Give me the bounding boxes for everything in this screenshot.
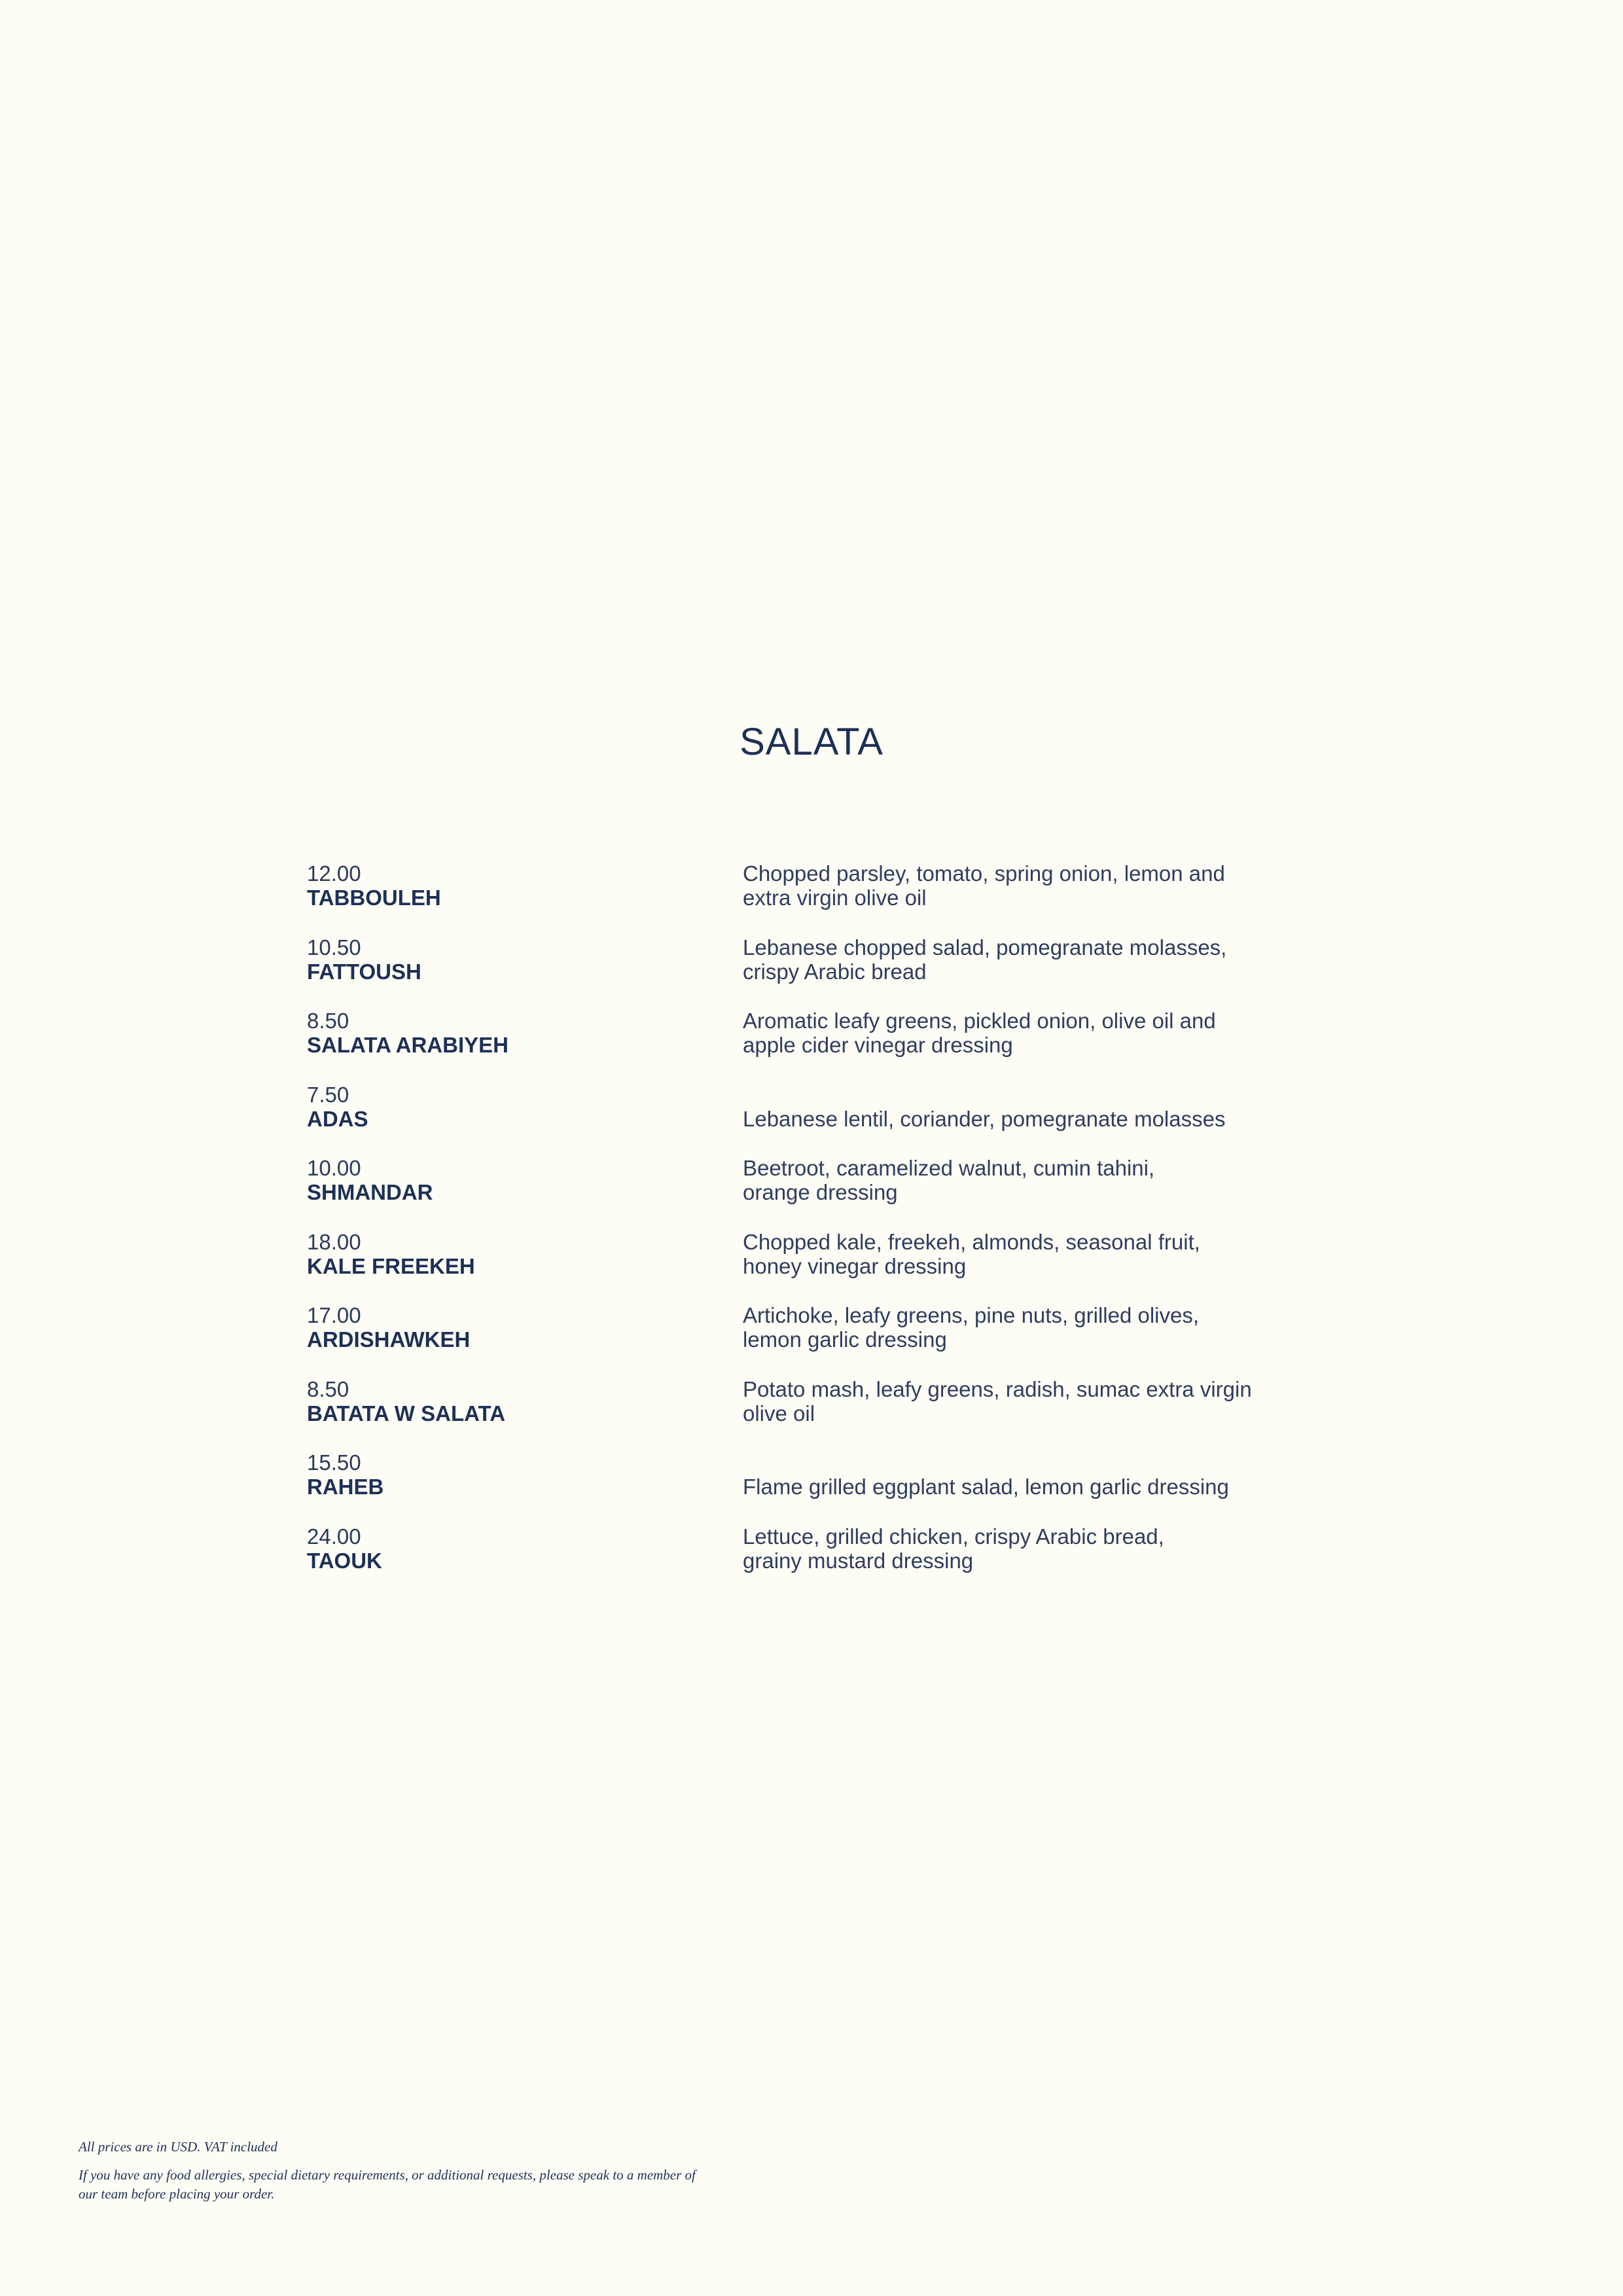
item-price: 18.00 bbox=[307, 1229, 361, 1254]
menu-item bbox=[307, 861, 1328, 935]
section-title: SALATA bbox=[740, 721, 883, 763]
item-header bbox=[307, 1450, 743, 1524]
item-header bbox=[307, 1083, 743, 1157]
item-description bbox=[743, 1230, 1328, 1278]
item-header bbox=[307, 1156, 743, 1230]
item-price: 8.50 bbox=[307, 1376, 349, 1401]
item-description-text: Potato mash, leafy greens, radish, sumac extra virgin olive oil bbox=[743, 1376, 1252, 1426]
item-price: 10.50 bbox=[307, 935, 361, 960]
item-name: ADAS bbox=[307, 1106, 368, 1131]
item-name: SHMANDAR bbox=[307, 1180, 433, 1204]
item-description bbox=[743, 1156, 1328, 1204]
item-description bbox=[743, 1083, 1328, 1131]
item-name: KALE FREEKEH bbox=[307, 1253, 475, 1278]
item-name: ARDISHAWKEH bbox=[307, 1327, 471, 1352]
item-price: 10.00 bbox=[307, 1156, 361, 1180]
menu-item bbox=[307, 1450, 1328, 1524]
item-price: 24.00 bbox=[307, 1524, 361, 1549]
item-name: TAOUK bbox=[307, 1548, 382, 1573]
item-description-text: Chopped kale, freekeh, almonds, seasonal fruit, honey vinegar dressing bbox=[743, 1229, 1200, 1278]
item-name: SALATA ARABIYEH bbox=[307, 1033, 508, 1057]
menu-item bbox=[307, 1083, 1328, 1157]
menu-list bbox=[307, 861, 1328, 1598]
item-price: 15.50 bbox=[307, 1450, 361, 1475]
item-description bbox=[743, 861, 1328, 910]
menu-item bbox=[307, 1009, 1328, 1083]
item-description bbox=[743, 1450, 1328, 1499]
item-description-text: Chopped parsley, tomato, spring onion, lemon and extra virgin olive oil bbox=[743, 861, 1225, 910]
menu-item bbox=[307, 1156, 1328, 1230]
prices-note: All prices are in USD. VAT included bbox=[79, 2139, 277, 2155]
item-description bbox=[743, 1303, 1328, 1352]
item-description bbox=[743, 1524, 1328, 1573]
item-header bbox=[307, 1009, 743, 1083]
menu-item bbox=[307, 1303, 1328, 1377]
item-header bbox=[307, 1230, 743, 1304]
item-description-text: Lebanese lentil, coriander, pomegranate molasses bbox=[743, 1106, 1226, 1131]
item-header bbox=[307, 1303, 743, 1377]
item-name: BATATA W SALATA bbox=[307, 1401, 506, 1426]
item-name: RAHEB bbox=[307, 1475, 384, 1499]
menu-item bbox=[307, 1524, 1328, 1598]
item-name: FATTOUSH bbox=[307, 959, 421, 984]
item-price: 8.50 bbox=[307, 1009, 349, 1033]
allergy-note: If you have any food allergies, special dietary requirements, or additional requests, please speak to a member of our team before placing your order. bbox=[79, 2167, 696, 2202]
item-description-text: Aromatic leafy greens, pickled onion, olive oil and apple cider vinegar dressing bbox=[743, 1009, 1216, 1057]
item-description-text: Flame grilled eggplant salad, lemon garlic dressing bbox=[743, 1475, 1229, 1499]
item-description-text: Lettuce, grilled chicken, crispy Arabic bread, grainy mustard dressing bbox=[743, 1524, 1164, 1573]
item-header bbox=[307, 935, 743, 1009]
menu-item bbox=[307, 1230, 1328, 1304]
menu-item bbox=[307, 935, 1328, 1009]
item-description-text: Beetroot, caramelized walnut, cumin tahini, orange dressing bbox=[743, 1156, 1155, 1204]
item-price: 17.00 bbox=[307, 1303, 361, 1327]
item-header bbox=[307, 861, 743, 935]
item-price: 7.50 bbox=[307, 1082, 349, 1107]
menu-item bbox=[307, 1377, 1328, 1451]
item-description-text: Lebanese chopped salad, pomegranate molasses, crispy Arabic bread bbox=[743, 935, 1227, 984]
item-description bbox=[743, 935, 1328, 984]
item-name: TABBOULEH bbox=[307, 886, 441, 910]
item-header bbox=[307, 1377, 743, 1451]
item-description-text: Artichoke, leafy greens, pine nuts, grilled olives, lemon garlic dressing bbox=[743, 1303, 1200, 1352]
item-description bbox=[743, 1009, 1328, 1057]
item-description bbox=[743, 1377, 1328, 1426]
item-header bbox=[307, 1524, 743, 1598]
item-price: 12.00 bbox=[307, 861, 361, 886]
footer bbox=[79, 2139, 707, 2204]
